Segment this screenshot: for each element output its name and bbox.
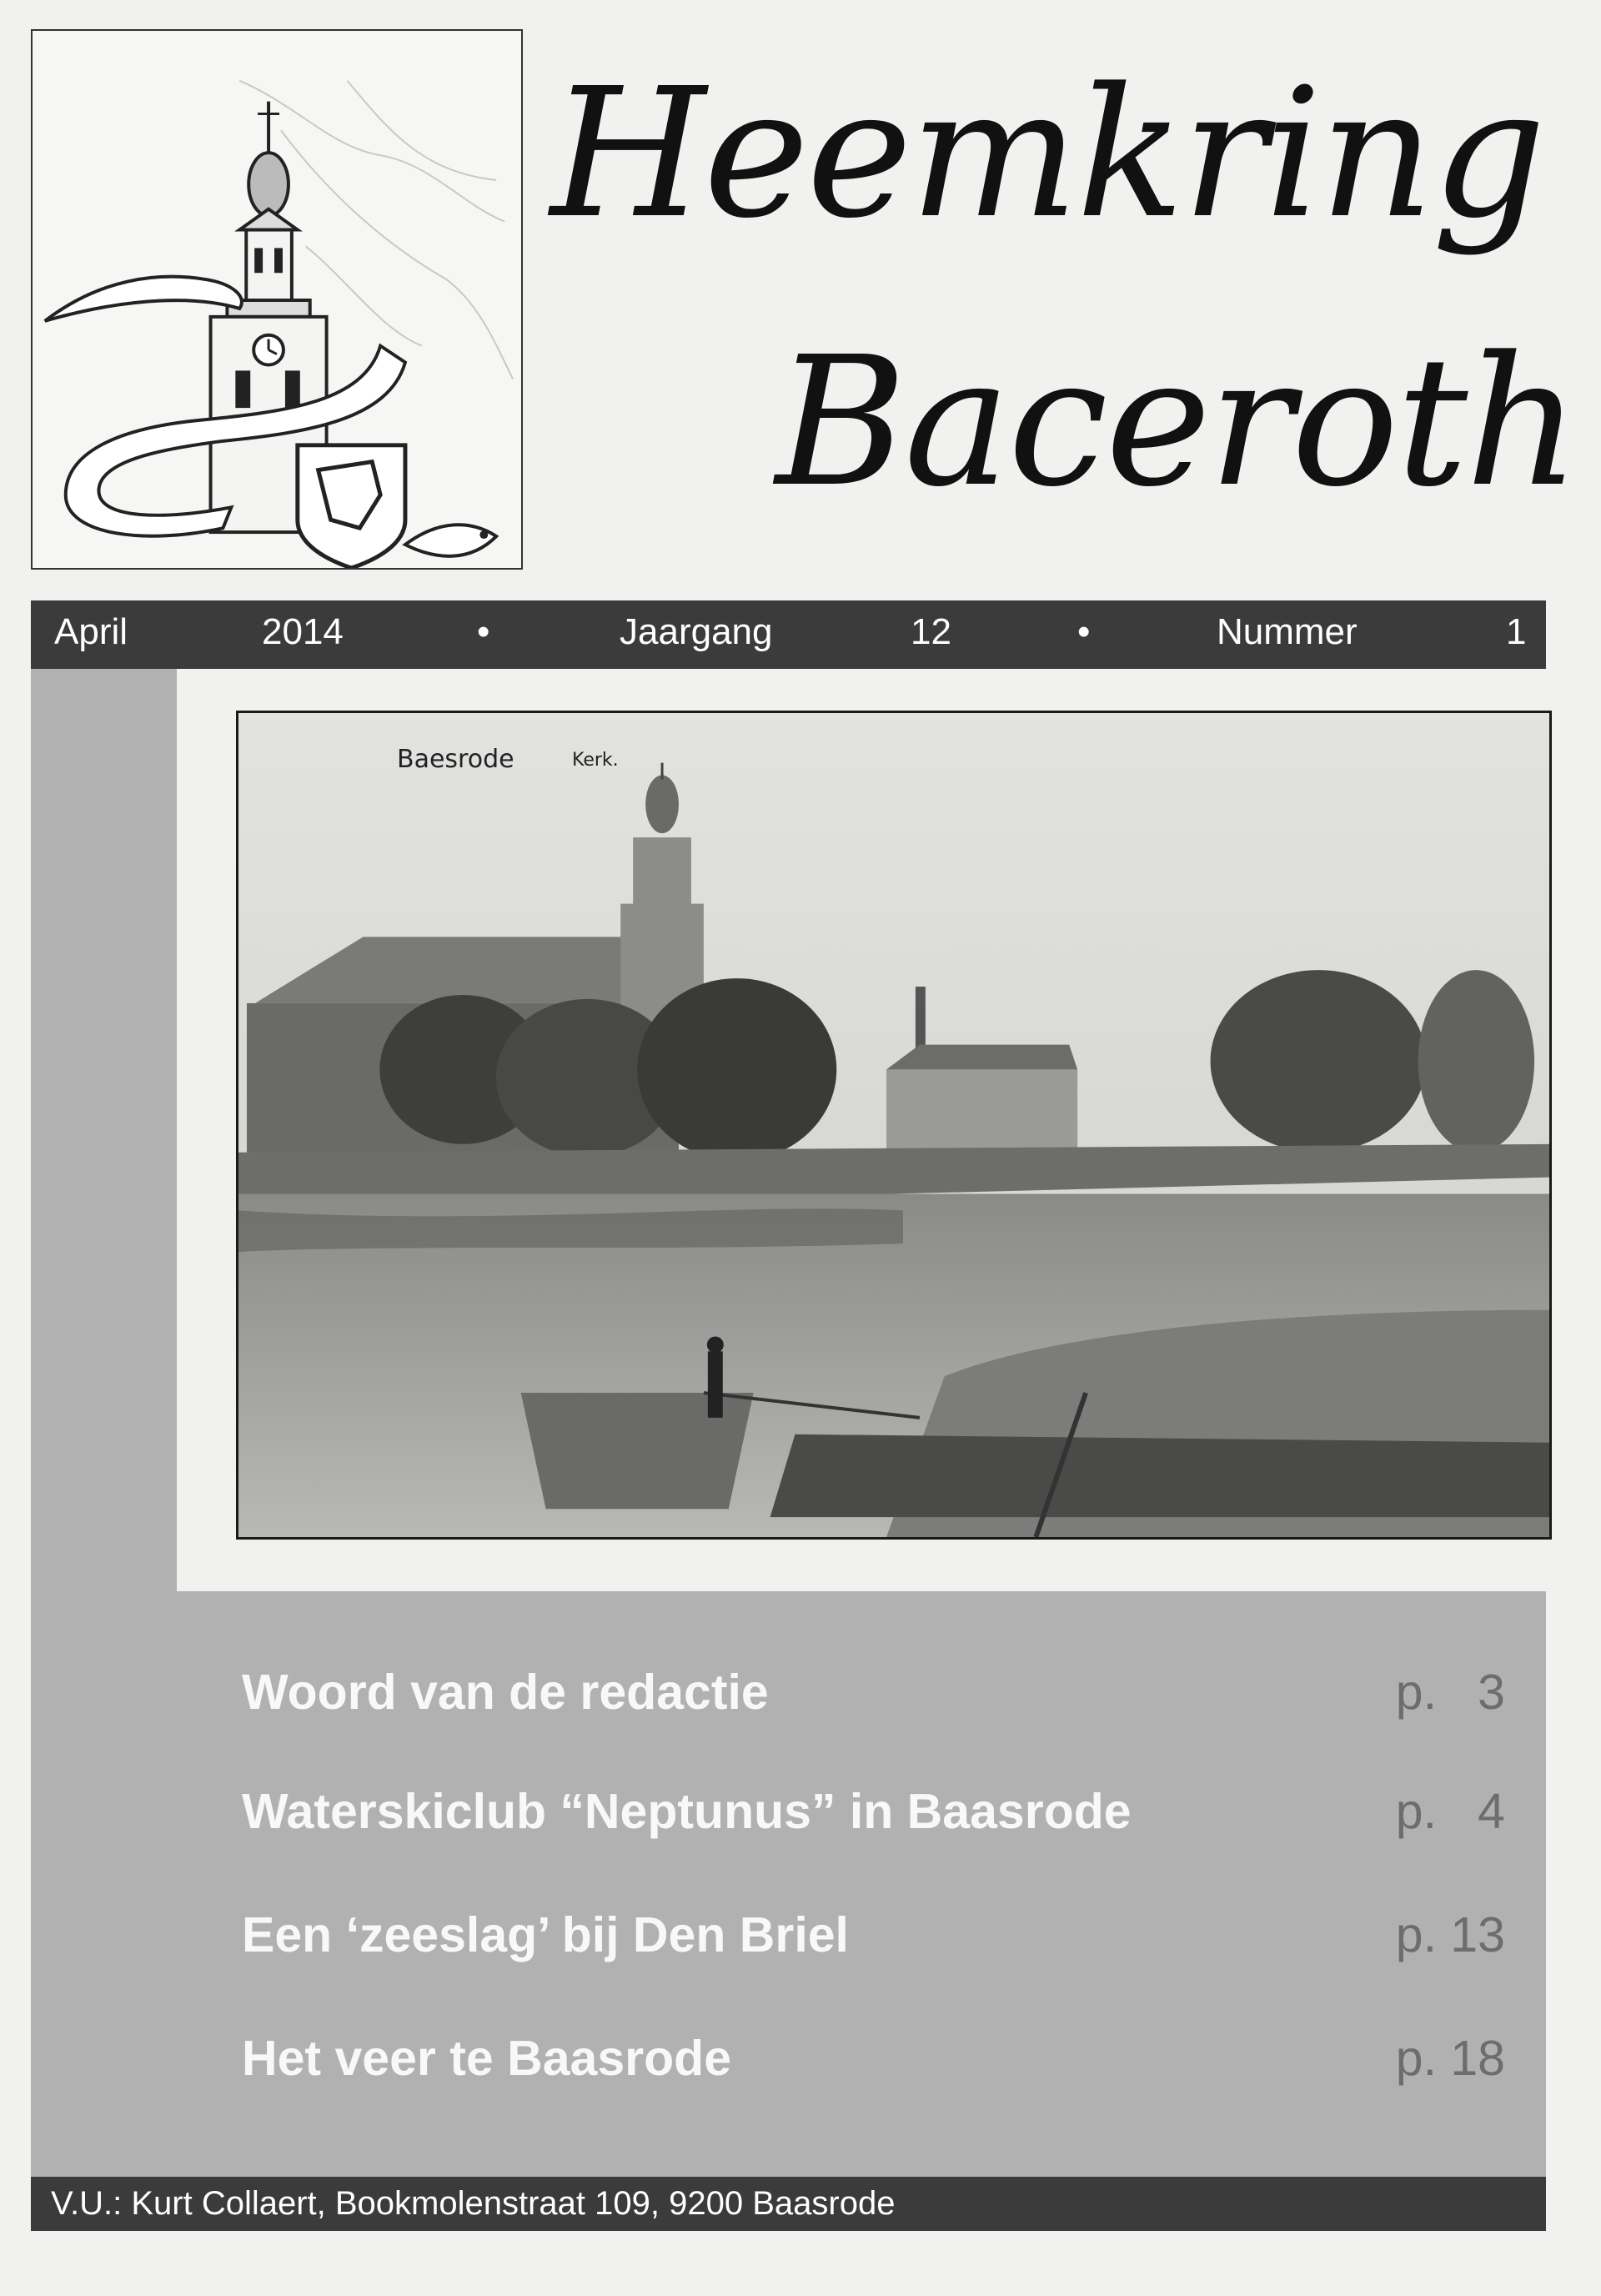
toc-item	[242, 1907, 1505, 1973]
issue-year: 2014	[262, 611, 344, 652]
photo-subject-label: Kerk.	[572, 750, 619, 771]
church-tower-logo-icon	[33, 31, 521, 568]
toc-item-title: Het veer te Baasrode	[242, 2031, 732, 2086]
logo	[31, 29, 523, 570]
volume-value: 12	[911, 611, 951, 652]
volume-label: Jaargang	[620, 611, 773, 652]
toc-item-title: Woord van de redactie	[242, 1665, 769, 1720]
toc-item	[242, 1664, 1505, 1731]
separator-dot: •	[477, 611, 490, 652]
issue-info-bar	[31, 600, 1546, 669]
toc-item-page: p. 13	[1395, 1907, 1505, 1962]
toc-item-page: p. 18	[1395, 2031, 1505, 2086]
number-value: 1	[1506, 611, 1527, 652]
toc-item	[242, 1783, 1505, 1850]
toc-item-title: Waterskiclub “Neptunus” in Baasrode	[242, 1784, 1132, 1839]
photo-place-label: Baesrode	[397, 745, 514, 774]
publisher-text: V.U.: Kurt Collaert, Bookmolenstraat 109, 9200 Baasrode	[51, 2185, 896, 2222]
page-title-line2: Baceroth	[775, 319, 1578, 526]
separator-dot: •	[1077, 611, 1091, 652]
toc-item-title: Een ‘zeeslag’ bij Den Briel	[242, 1907, 849, 1962]
toc-item	[242, 2030, 1505, 2097]
toc-item-page: p. 4	[1395, 1784, 1505, 1839]
toc-item-page: p. 3	[1395, 1665, 1505, 1720]
issue-month: April	[54, 611, 128, 652]
page-title-line1: Heemkring	[550, 50, 1544, 258]
number-label: Nummer	[1217, 611, 1358, 652]
publisher-footer	[31, 2177, 1546, 2231]
historic-photo-church-river	[238, 713, 1549, 1537]
cover-photo	[236, 711, 1552, 1540]
